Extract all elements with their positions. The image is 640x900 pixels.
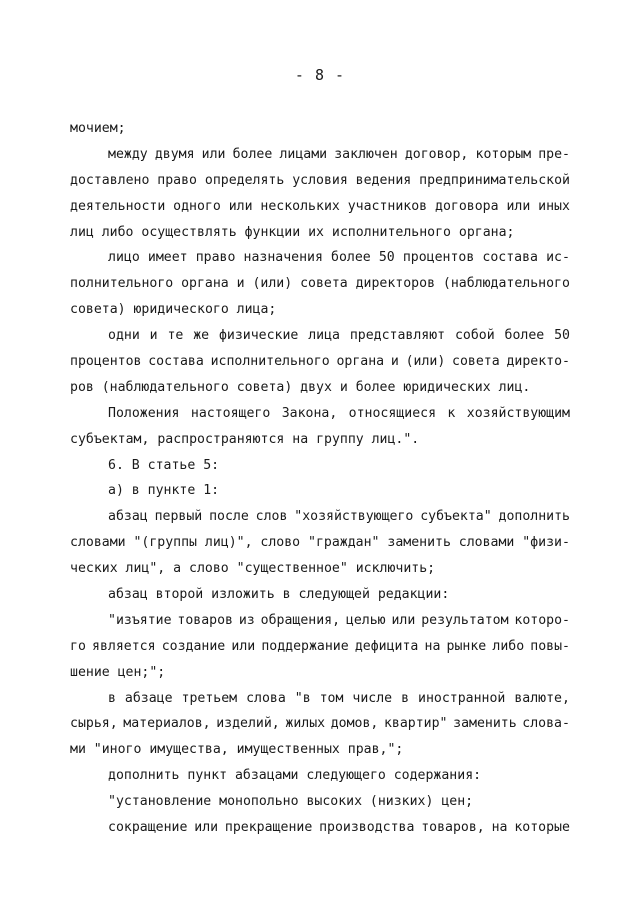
text-line: сокращение или прекращение производства товаров, на которые [108, 820, 570, 836]
text-line: доставлено право определять условия ведения предпринимательской [70, 172, 570, 188]
text-line: Положения настоящего Закона, относящиеся к хозяйствующим [108, 405, 570, 421]
text-line: шение цен;"; [70, 664, 166, 680]
text-line: а) в пункте 1: [108, 483, 220, 499]
text-line: в абзаце третьем слова "в том числе в иностранной валюте, [108, 690, 570, 706]
text-line: го является создание или поддержание дефицита на рынке либо повы- [70, 638, 570, 654]
text-line: совета) юридического лица; [70, 302, 277, 318]
text-line: ров (наблюдательного совета) двух и более юридических лиц. [70, 379, 531, 395]
text-line: "установление монопольно высоких (низких) цен; [108, 794, 474, 810]
body-text [70, 116, 570, 841]
text-line: одни и те же физические лица представляют собой более 50 [108, 328, 570, 344]
text-line: между двумя или более лицами заключен договор, которым пре- [108, 146, 570, 162]
text-line: лицо имеет право назначения более 50 процентов состава ис- [108, 250, 570, 266]
text-line: лиц либо осуществлять функции их исполнительного органа; [70, 224, 515, 240]
text-line: абзац второй изложить в следующей редакции: [108, 587, 450, 603]
text-line: субъектам, распространяются на группу лиц.". [70, 431, 420, 447]
text-line: ми "иного имущества, имущественных прав,"; [70, 742, 404, 758]
text-line: 6. В статье 5: [108, 457, 220, 473]
text-line: "изъятие товаров из обращения, целью или результатом которо- [108, 612, 570, 628]
page-number: - 8 - [294, 66, 346, 84]
text-line: абзац первый после слов "хозяйствующего субъекта" дополнить [108, 509, 570, 525]
text-line: словами "(группы лиц)", слово "граждан" заменить словами "физи- [70, 535, 570, 551]
text-line: ческих лиц", а слово "существенное" исключить; [70, 561, 436, 577]
text-line: деятельности одного или нескольких участников договора или иных [70, 198, 570, 214]
text-line: полнительного органа и (или) совета директоров (наблюдательного [70, 276, 570, 292]
text-line: сырья, материалов, изделий, жилых домов, квартир" заменить слова- [70, 716, 570, 732]
text-line: мочием; [70, 121, 126, 136]
text-line: дополнить пункт абзацами следующего содержания: [108, 768, 482, 784]
text-line: процентов состава исполнительного органа и (или) совета директо- [70, 354, 570, 370]
